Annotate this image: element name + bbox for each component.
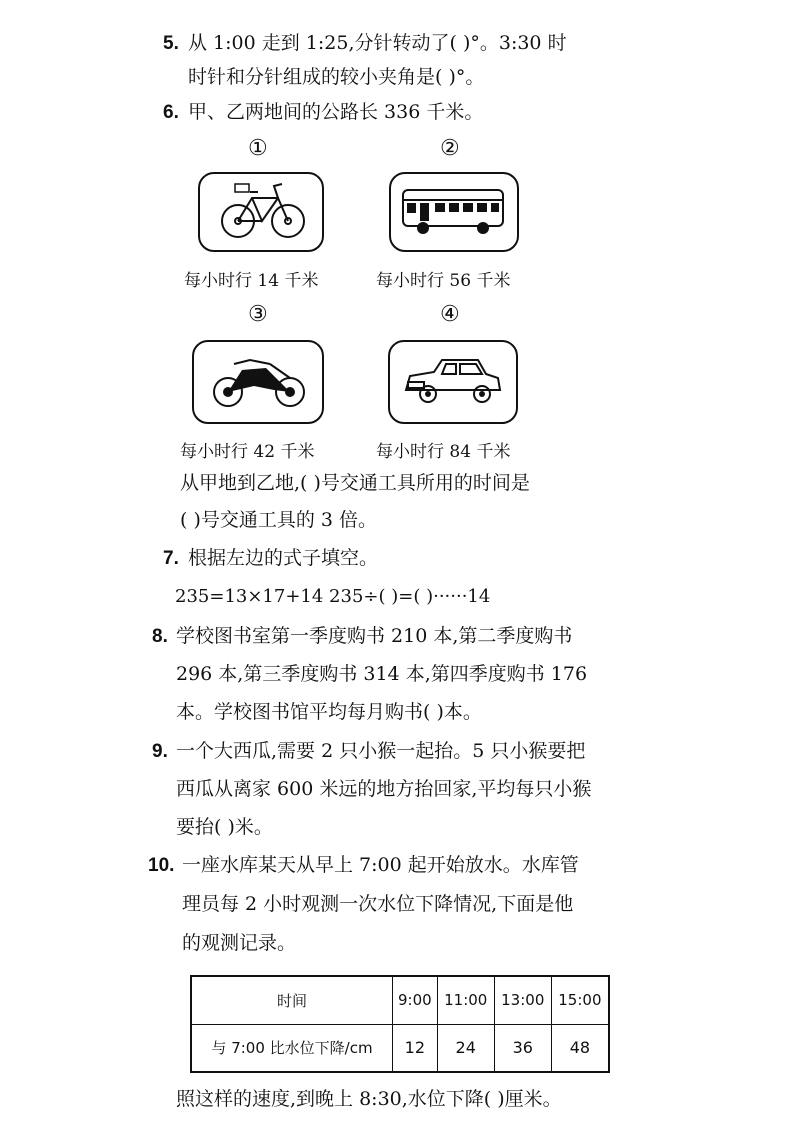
table-value-cell: 12 (393, 1024, 438, 1072)
vehicle-2-caption: 每小时行 56 千米 (376, 271, 511, 291)
question-10-prompt: 照这样的速度,到晚上 8:30,水位下降( )厘米。 (176, 1088, 562, 1110)
question-6-prompt-line-1: 从甲地到乙地,( )号交通工具所用的时间是 (180, 472, 530, 494)
question-7-number: 7. (163, 548, 179, 569)
motorcycle-icon (194, 342, 322, 422)
question-9-number: 9. (152, 741, 168, 762)
table-row-label: 与 7:00 比水位下降/cm (191, 1024, 393, 1072)
bus-icon (391, 174, 517, 250)
question-9-line-2: 西瓜从离家 600 米远的地方抬回家,平均每只小猴 (176, 778, 592, 800)
table-time-cell: 13:00 (494, 976, 551, 1024)
vehicle-3-marker: ③ (248, 302, 268, 327)
question-7-line-1: 根据左边的式子填空。 (188, 547, 379, 569)
vehicle-1-caption: 每小时行 14 千米 (184, 271, 319, 291)
table-time-cell: 15:00 (551, 976, 609, 1024)
question-8-line-3: 本。学校图书馆平均每月购书( )本。 (176, 701, 482, 723)
table-time-cell: 9:00 (393, 976, 438, 1024)
question-9-line-1: 一个大西瓜,需要 2 只小猴一起抬。5 只小猴要把 (176, 740, 586, 762)
question-5-number: 5. (163, 33, 179, 54)
vehicle-1-frame (198, 172, 324, 252)
question-10-line-3: 的观测记录。 (182, 932, 297, 954)
question-7-equation: 235=13×17+14 235÷( )=( )······14 (175, 586, 491, 607)
vehicle-2-frame (389, 172, 519, 252)
vehicle-1-marker: ① (248, 136, 268, 161)
table-header-time: 时间 (191, 976, 393, 1024)
vehicle-3-caption: 每小时行 42 千米 (180, 442, 315, 462)
vehicle-4-caption: 每小时行 84 千米 (376, 442, 511, 462)
table-row (191, 976, 609, 1024)
question-10-number: 10. (148, 855, 175, 876)
question-6-number: 6. (163, 102, 179, 123)
table-value-cell: 36 (494, 1024, 551, 1072)
table-value-cell: 24 (437, 1024, 494, 1072)
bicycle-icon (200, 174, 322, 250)
question-5-line-2: 时针和分针组成的较小夹角是( )°。 (188, 66, 485, 88)
question-5-line-1: 从 1:00 走到 1:25,分针转动了( )°。3:30 时 (188, 32, 567, 54)
vehicle-3-frame (192, 340, 324, 424)
question-8-number: 8. (152, 626, 168, 647)
question-8-line-2: 296 本,第三季度购书 314 本,第四季度购书 176 (176, 663, 588, 685)
vehicle-4-marker: ④ (440, 302, 460, 327)
water-level-table (190, 975, 610, 1073)
vehicle-2-marker: ② (440, 136, 460, 161)
question-6-line-1: 甲、乙两地间的公路长 336 千米。 (188, 101, 484, 123)
table-row (191, 1024, 609, 1072)
vehicle-4-frame (388, 340, 518, 424)
question-9-line-3: 要抬( )米。 (176, 816, 273, 838)
table-value-cell: 48 (551, 1024, 609, 1072)
question-10-line-1: 一座水库某天从早上 7:00 起开始放水。水库管 (182, 854, 579, 876)
question-10-line-2: 理员每 2 小时观测一次水位下降情况,下面是他 (182, 893, 574, 915)
question-6-prompt-line-2: ( )号交通工具的 3 倍。 (180, 509, 378, 531)
car-icon (390, 342, 516, 422)
table-time-cell: 11:00 (437, 976, 494, 1024)
question-8-line-1: 学校图书室第一季度购书 210 本,第二季度购书 (176, 625, 573, 647)
